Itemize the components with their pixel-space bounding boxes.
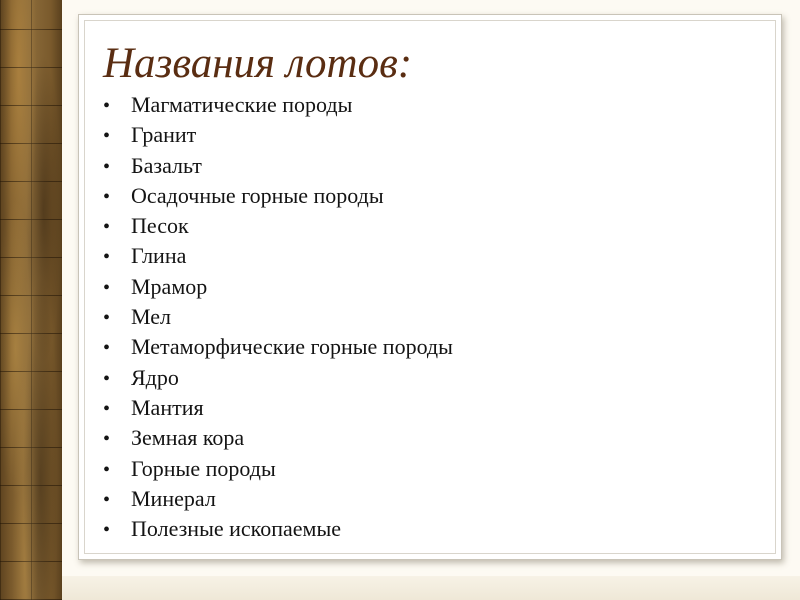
list-item	[103, 484, 453, 514]
bullet-icon: •	[103, 125, 111, 148]
list-item-label: Осадочные горные породы	[131, 182, 384, 208]
bullet-icon: •	[103, 95, 111, 117]
list-item-label: Базальт	[131, 152, 202, 178]
list-item-label: Мантия	[131, 394, 204, 420]
lot-list	[103, 90, 453, 544]
bullet-icon: •	[103, 155, 111, 178]
list-item-label: Мел	[131, 304, 172, 330]
list-item	[103, 332, 453, 362]
list-item	[103, 241, 453, 271]
list-item-label: Песок	[131, 213, 189, 239]
bullet-icon: •	[103, 216, 111, 239]
bullet-icon: •	[103, 246, 111, 269]
list-item	[103, 181, 453, 211]
list-item	[103, 514, 453, 544]
bottom-shade	[62, 576, 800, 600]
bullet-icon: •	[103, 185, 111, 208]
list-item	[103, 423, 453, 453]
bullet-icon: •	[103, 307, 111, 330]
bullet-icon: •	[103, 458, 111, 481]
list-item	[103, 393, 453, 423]
list-item	[103, 120, 453, 150]
bullet-icon: •	[103, 367, 111, 390]
list-item	[103, 302, 453, 332]
list-item	[103, 151, 453, 181]
list-item-label: Глина	[131, 243, 187, 269]
bullet-icon: •	[103, 519, 111, 542]
list-item-label: Метаморфические горные породы	[131, 334, 453, 360]
bullet-icon: •	[103, 337, 111, 360]
list-item	[103, 363, 453, 393]
decorative-texture-strip	[0, 0, 62, 600]
list-item	[103, 454, 453, 484]
list-item-label: Ядро	[131, 364, 179, 390]
list-item-label: Мрамор	[131, 273, 208, 299]
bullet-icon: •	[103, 428, 111, 451]
list-item	[103, 90, 453, 120]
content-panel	[78, 14, 782, 560]
list-item-label: Полезные ископаемые	[131, 516, 341, 542]
list-item-label: Магматические породы	[131, 92, 353, 117]
list-item-label: Гранит	[131, 122, 197, 148]
list-item	[103, 211, 453, 241]
slide-title: Названия лотов:	[103, 40, 413, 87]
bullet-icon: •	[103, 276, 111, 299]
bullet-icon: •	[103, 488, 111, 511]
list-item-label: Горные породы	[131, 455, 276, 481]
list-item	[103, 272, 453, 302]
list-item-label: Минерал	[131, 485, 216, 511]
list-item-label: Земная кора	[131, 425, 245, 451]
bullet-icon: •	[103, 397, 111, 420]
